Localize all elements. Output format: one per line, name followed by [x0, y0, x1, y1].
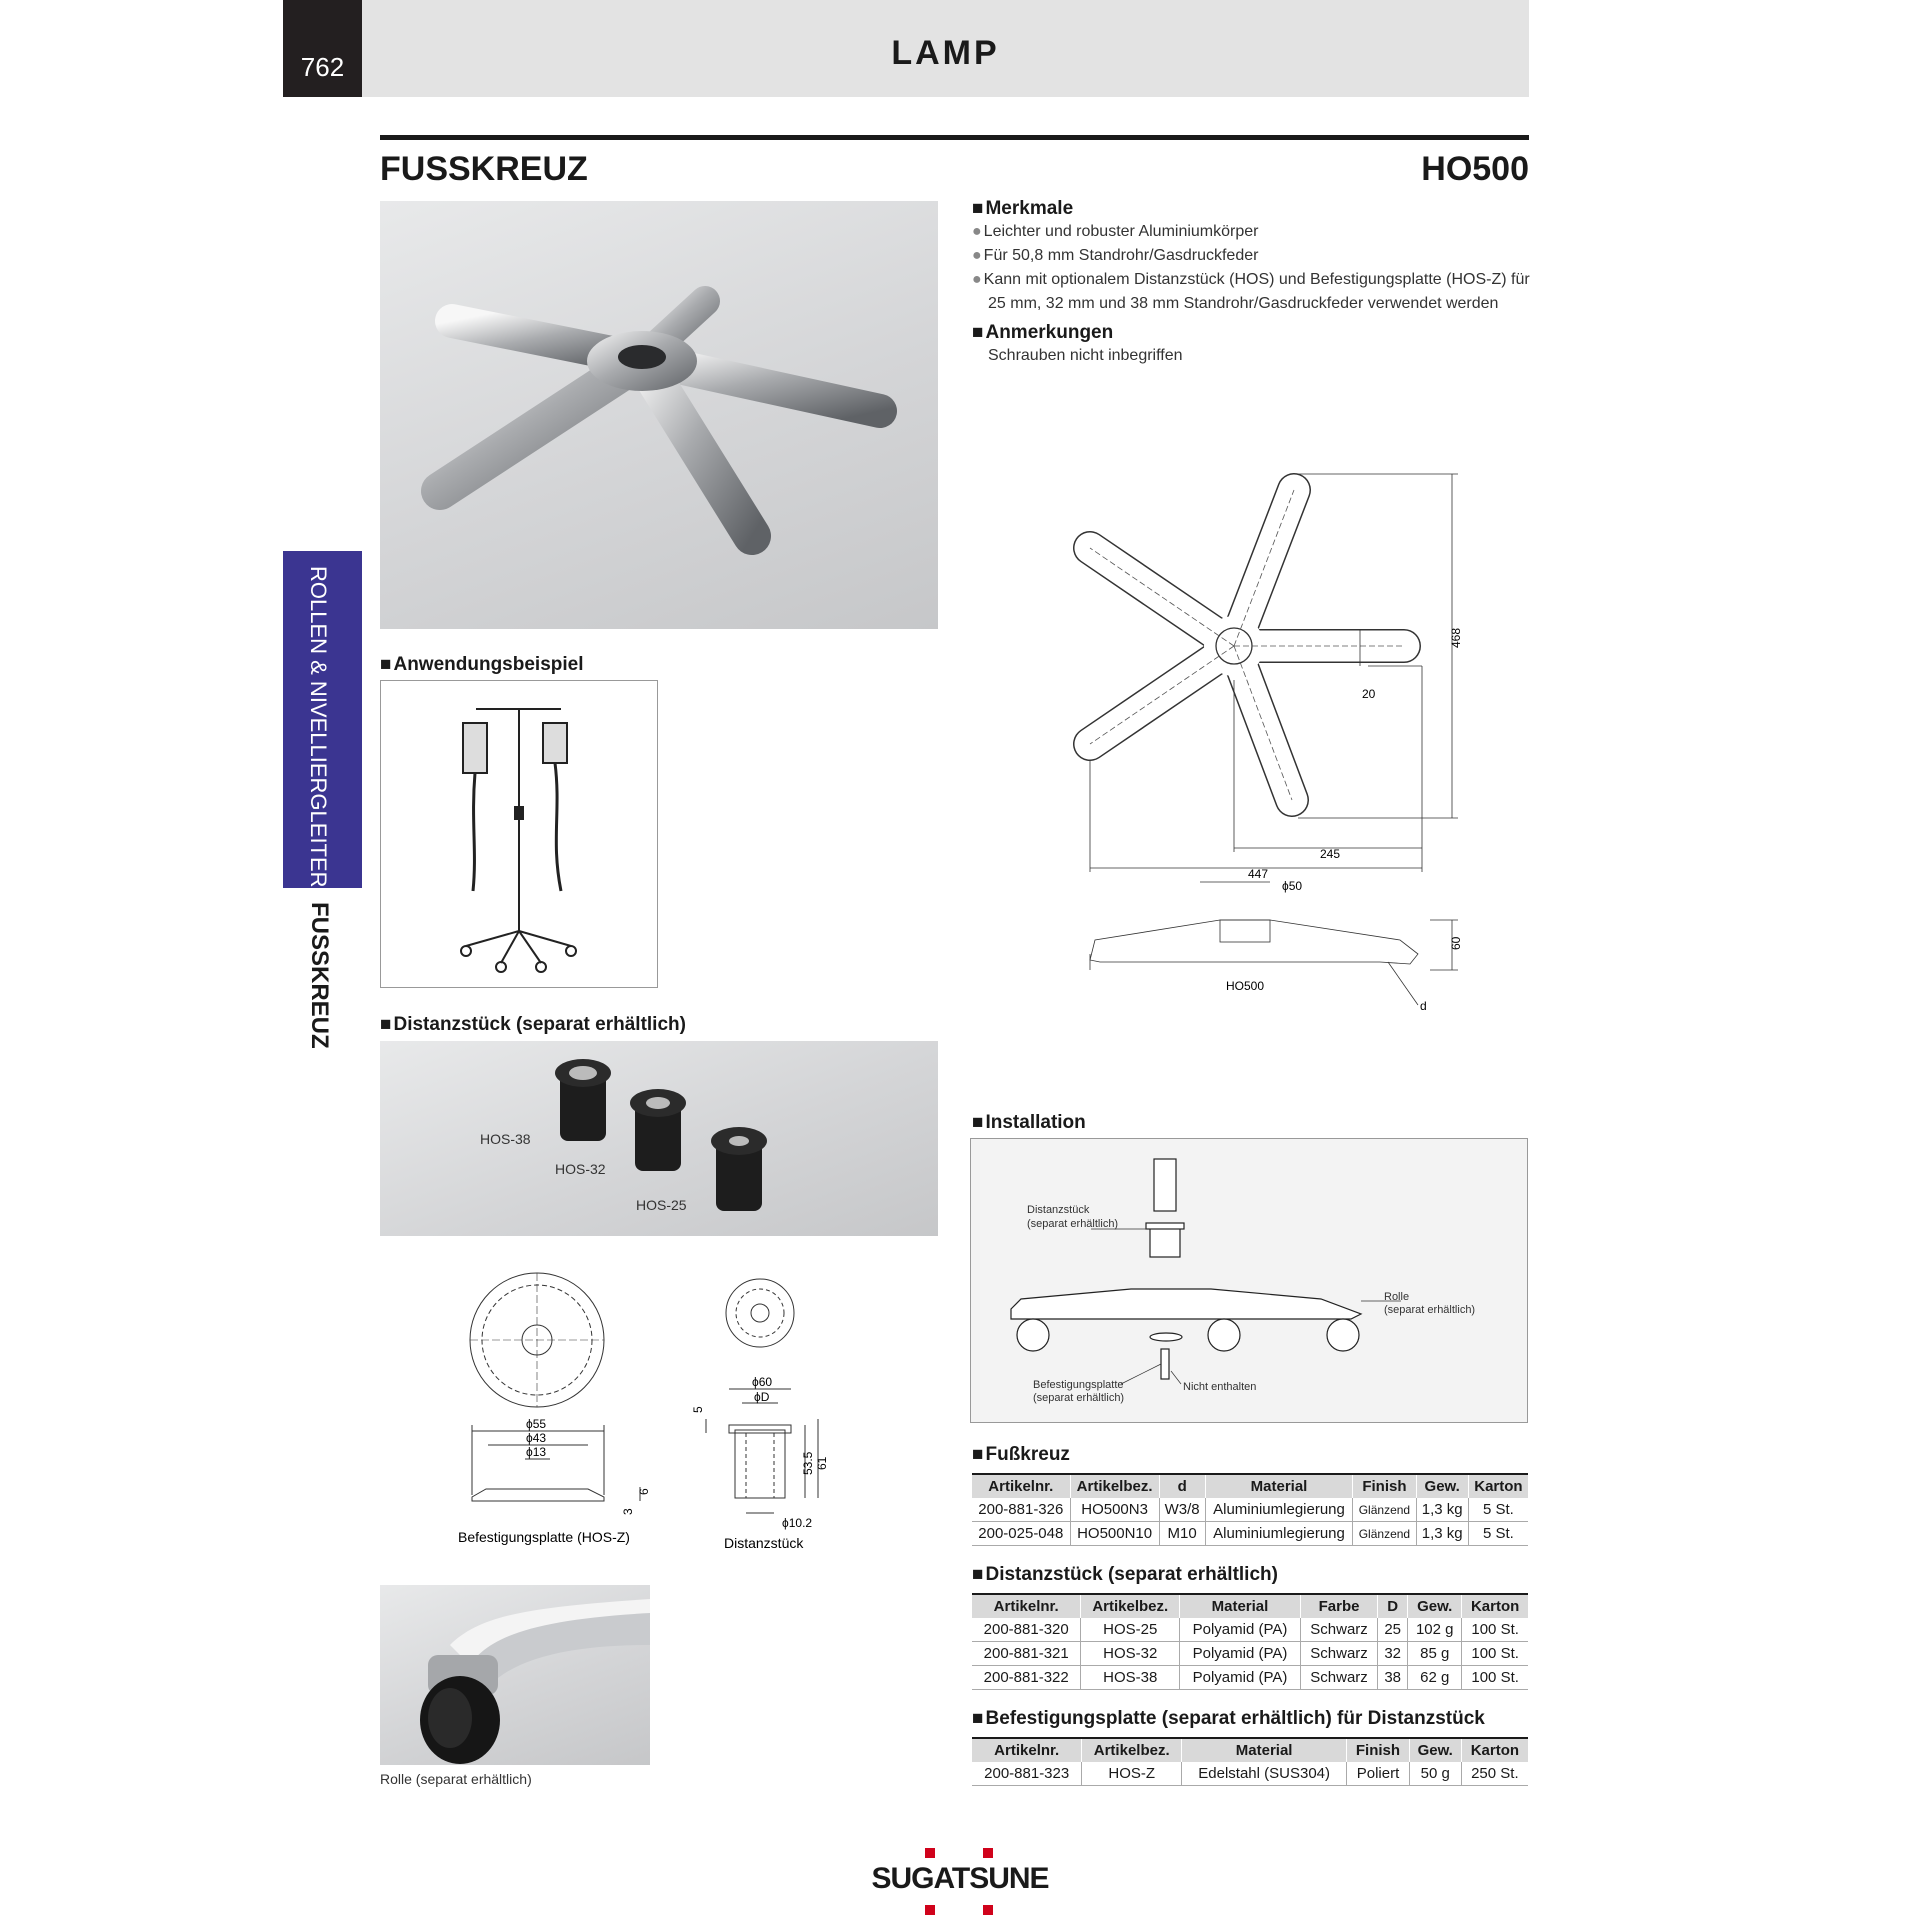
table-row: [972, 1642, 1528, 1666]
cell: 100 St.: [1462, 1618, 1528, 1642]
table-row: [972, 1762, 1528, 1786]
logo-accent: [925, 1905, 935, 1915]
table-header-row: [972, 1474, 1528, 1498]
table-row: [972, 1498, 1528, 1522]
cell: Polyamid (PA): [1180, 1642, 1301, 1666]
svg-text:ϕ43: ϕ43: [526, 1431, 547, 1445]
col-finish: Finish: [1347, 1738, 1409, 1762]
svg-text:447: 447: [1248, 867, 1269, 881]
cell: Glänzend: [1353, 1498, 1416, 1522]
svg-text:ϕ10.2: ϕ10.2: [782, 1516, 813, 1530]
col-material: Material: [1182, 1738, 1347, 1762]
brand-title: LAMP: [891, 34, 1000, 72]
cell: 200-881-320: [972, 1618, 1081, 1642]
cell: 5 St.: [1468, 1498, 1528, 1522]
cell: Poliert: [1347, 1762, 1409, 1786]
cell: Glänzend: [1353, 1522, 1416, 1546]
cell: 200-881-322: [972, 1666, 1081, 1690]
distanz-heading: ■ Distanzstück (separat erhältlich): [380, 1014, 686, 1036]
merkmale-item: ● Kann mit optionalem Distanzstück (HOS) und Befestigungsplatte (HOS-Z) für: [972, 271, 1530, 289]
col-gew: Gew.: [1416, 1474, 1468, 1498]
col-artikelnr: Artikelnr.: [972, 1738, 1082, 1762]
spacer-photo: [380, 1041, 938, 1236]
svg-text:61: 61: [815, 1456, 829, 1470]
cell: 1,3 kg: [1416, 1522, 1468, 1546]
anwendung-heading: ■ Anwendungsbeispiel: [380, 654, 584, 676]
side-tab-subcategory: FUSSKREUZ: [306, 902, 333, 1049]
page-number: 762: [283, 0, 362, 97]
svg-text:6: 6: [637, 1488, 651, 1495]
cell: HOS-32: [1081, 1642, 1180, 1666]
merkmale-heading: ■ Merkmale: [972, 198, 1073, 220]
plate-caption: Befestigungsplatte (HOS-Z): [458, 1529, 630, 1545]
svg-text:3: 3: [621, 1508, 635, 1515]
cell: 200-881-323: [972, 1762, 1082, 1786]
cell: HO500N10: [1070, 1522, 1159, 1546]
svg-text:ϕ60: ϕ60: [752, 1375, 773, 1389]
spacer-caption: Distanzstück: [724, 1535, 804, 1551]
merkmale-item: ● Für 50,8 mm Standrohr/Gasdruckfeder: [972, 247, 1258, 265]
install-label-rolle: Rolle: [1384, 1291, 1410, 1303]
table-header-row: [972, 1594, 1528, 1618]
cell: 200-881-326: [972, 1498, 1070, 1522]
cell: Polyamid (PA): [1180, 1666, 1301, 1690]
table-row: [972, 1666, 1528, 1690]
cell: Polyamid (PA): [1180, 1618, 1301, 1642]
cell: 250 St.: [1461, 1762, 1528, 1786]
cell: 38: [1378, 1666, 1408, 1690]
sugatsune-logo: SUGATSUNE: [871, 1862, 1049, 1895]
svg-text:468: 468: [1449, 627, 1463, 648]
plate-spacer-drawing: [380, 1265, 860, 1565]
install-label-plate-sub: (separat erhältlich): [1033, 1392, 1125, 1404]
col-karton: Karton: [1461, 1738, 1528, 1762]
side-tab-category: ROLLEN & NIVELLIERGLEITER: [306, 566, 331, 888]
spacer-label: HOS-32: [555, 1161, 606, 1177]
cell: 1,3 kg: [1416, 1498, 1468, 1522]
table-row: [972, 1618, 1528, 1642]
model-number: HO500: [1421, 150, 1529, 188]
distanz-table-heading: ■ Distanzstück (separat erhältlich): [972, 1564, 1278, 1586]
spacer-label: HOS-25: [636, 1197, 687, 1213]
cell: Schwarz: [1300, 1666, 1377, 1690]
installation-illustration: [970, 1138, 1528, 1423]
fusskreuz-table-heading: ■ Fußkreuz: [972, 1444, 1070, 1466]
cell: 62 g: [1408, 1666, 1462, 1690]
cell: Schwarz: [1300, 1642, 1377, 1666]
col-artikelnr: Artikelnr.: [972, 1594, 1081, 1618]
svg-text:ϕ55: ϕ55: [526, 1417, 547, 1431]
plate-table: [972, 1737, 1528, 1786]
caster-caption: Rolle (separat erhältlich): [380, 1771, 532, 1787]
fusskreuz-table: [972, 1473, 1528, 1546]
logo-accent: [983, 1848, 993, 1858]
svg-text:20: 20: [1362, 687, 1376, 701]
table-header-row: [972, 1738, 1528, 1762]
svg-text:5: 5: [691, 1406, 705, 1413]
col-d: d: [1159, 1474, 1205, 1498]
logo-accent: [925, 1848, 935, 1858]
col-gew: Gew.: [1409, 1738, 1461, 1762]
cell: Aluminiumlegierung: [1205, 1498, 1353, 1522]
cell: 100 St.: [1462, 1666, 1528, 1690]
title-rule: [380, 135, 1529, 140]
col-artikelbez: Artikelbez.: [1081, 1594, 1180, 1618]
svg-text:ϕ50: ϕ50: [1282, 879, 1303, 893]
logo-accent: [983, 1905, 993, 1915]
merkmale-item-continued: 25 mm, 32 mm und 38 mm Standrohr/Gasdruckfeder verwendet werden: [988, 295, 1499, 312]
col-gew: Gew.: [1408, 1594, 1462, 1618]
install-label-plate: Befestigungsplatte: [1033, 1379, 1124, 1391]
col-karton: Karton: [1462, 1594, 1528, 1618]
install-label-rolle-sub: (separat erhältlich): [1384, 1304, 1476, 1316]
svg-text:60: 60: [1449, 936, 1463, 950]
col-material: Material: [1205, 1474, 1353, 1498]
table-row: [972, 1522, 1528, 1546]
svg-text:53.5: 53.5: [801, 1451, 815, 1475]
install-label-distanz: Distanzstück: [1027, 1204, 1090, 1216]
application-example-illustration: [380, 680, 658, 988]
cell: Aluminiumlegierung: [1205, 1522, 1353, 1546]
svg-text:ϕD: ϕD: [754, 1390, 770, 1404]
cell: HOS-38: [1081, 1666, 1180, 1690]
col-d: D: [1378, 1594, 1408, 1618]
col-material: Material: [1180, 1594, 1301, 1618]
cell: 25: [1378, 1618, 1408, 1642]
distanz-table: [972, 1593, 1528, 1690]
install-label-nicht: Nicht enthalten: [1183, 1381, 1257, 1393]
cell: 200-025-048: [972, 1522, 1070, 1546]
spacer-label: HOS-38: [480, 1131, 531, 1147]
plate-table-heading: ■ Befestigungsplatte (separat erhältlich) für Distanzstück: [972, 1708, 1485, 1730]
col-karton: Karton: [1468, 1474, 1528, 1498]
cell: HOS-25: [1081, 1618, 1180, 1642]
anmerkungen-text: Schrauben nicht inbegriffen: [988, 347, 1183, 364]
cell: HOS-Z: [1082, 1762, 1182, 1786]
svg-text:ϕ13: ϕ13: [526, 1445, 547, 1459]
col-farbe: Farbe: [1300, 1594, 1377, 1618]
cell: 85 g: [1408, 1642, 1462, 1666]
col-artikelbez: Artikelbez.: [1070, 1474, 1159, 1498]
col-artikelnr: Artikelnr.: [972, 1474, 1070, 1498]
svg-text:d: d: [1420, 999, 1427, 1010]
svg-text:HO500: HO500: [1226, 979, 1265, 993]
cell: HO500N3: [1070, 1498, 1159, 1522]
cell: 102 g: [1408, 1618, 1462, 1642]
technical-drawing: [1070, 470, 1470, 1010]
cell: 32: [1378, 1642, 1408, 1666]
cell: 100 St.: [1462, 1642, 1528, 1666]
caster-photo: [380, 1585, 650, 1765]
merkmale-item: ● Leichter und robuster Aluminiumkörper: [972, 223, 1258, 241]
cell: W3/8: [1159, 1498, 1205, 1522]
cell: Edelstahl (SUS304): [1182, 1762, 1347, 1786]
cell: 200-881-321: [972, 1642, 1081, 1666]
cell: Schwarz: [1300, 1618, 1377, 1642]
cell: 5 St.: [1468, 1522, 1528, 1546]
col-artikelbez: Artikelbez.: [1082, 1738, 1182, 1762]
cell: M10: [1159, 1522, 1205, 1546]
svg-text:245: 245: [1320, 847, 1341, 861]
cell: 50 g: [1409, 1762, 1461, 1786]
installation-heading: ■ Installation: [972, 1112, 1086, 1134]
product-photo: [380, 201, 938, 629]
anmerkungen-heading: ■ Anmerkungen: [972, 322, 1113, 344]
page-title: FUSSKREUZ: [380, 150, 588, 188]
col-finish: Finish: [1353, 1474, 1416, 1498]
install-label-distanz-sub: (separat erhältlich): [1027, 1218, 1119, 1230]
